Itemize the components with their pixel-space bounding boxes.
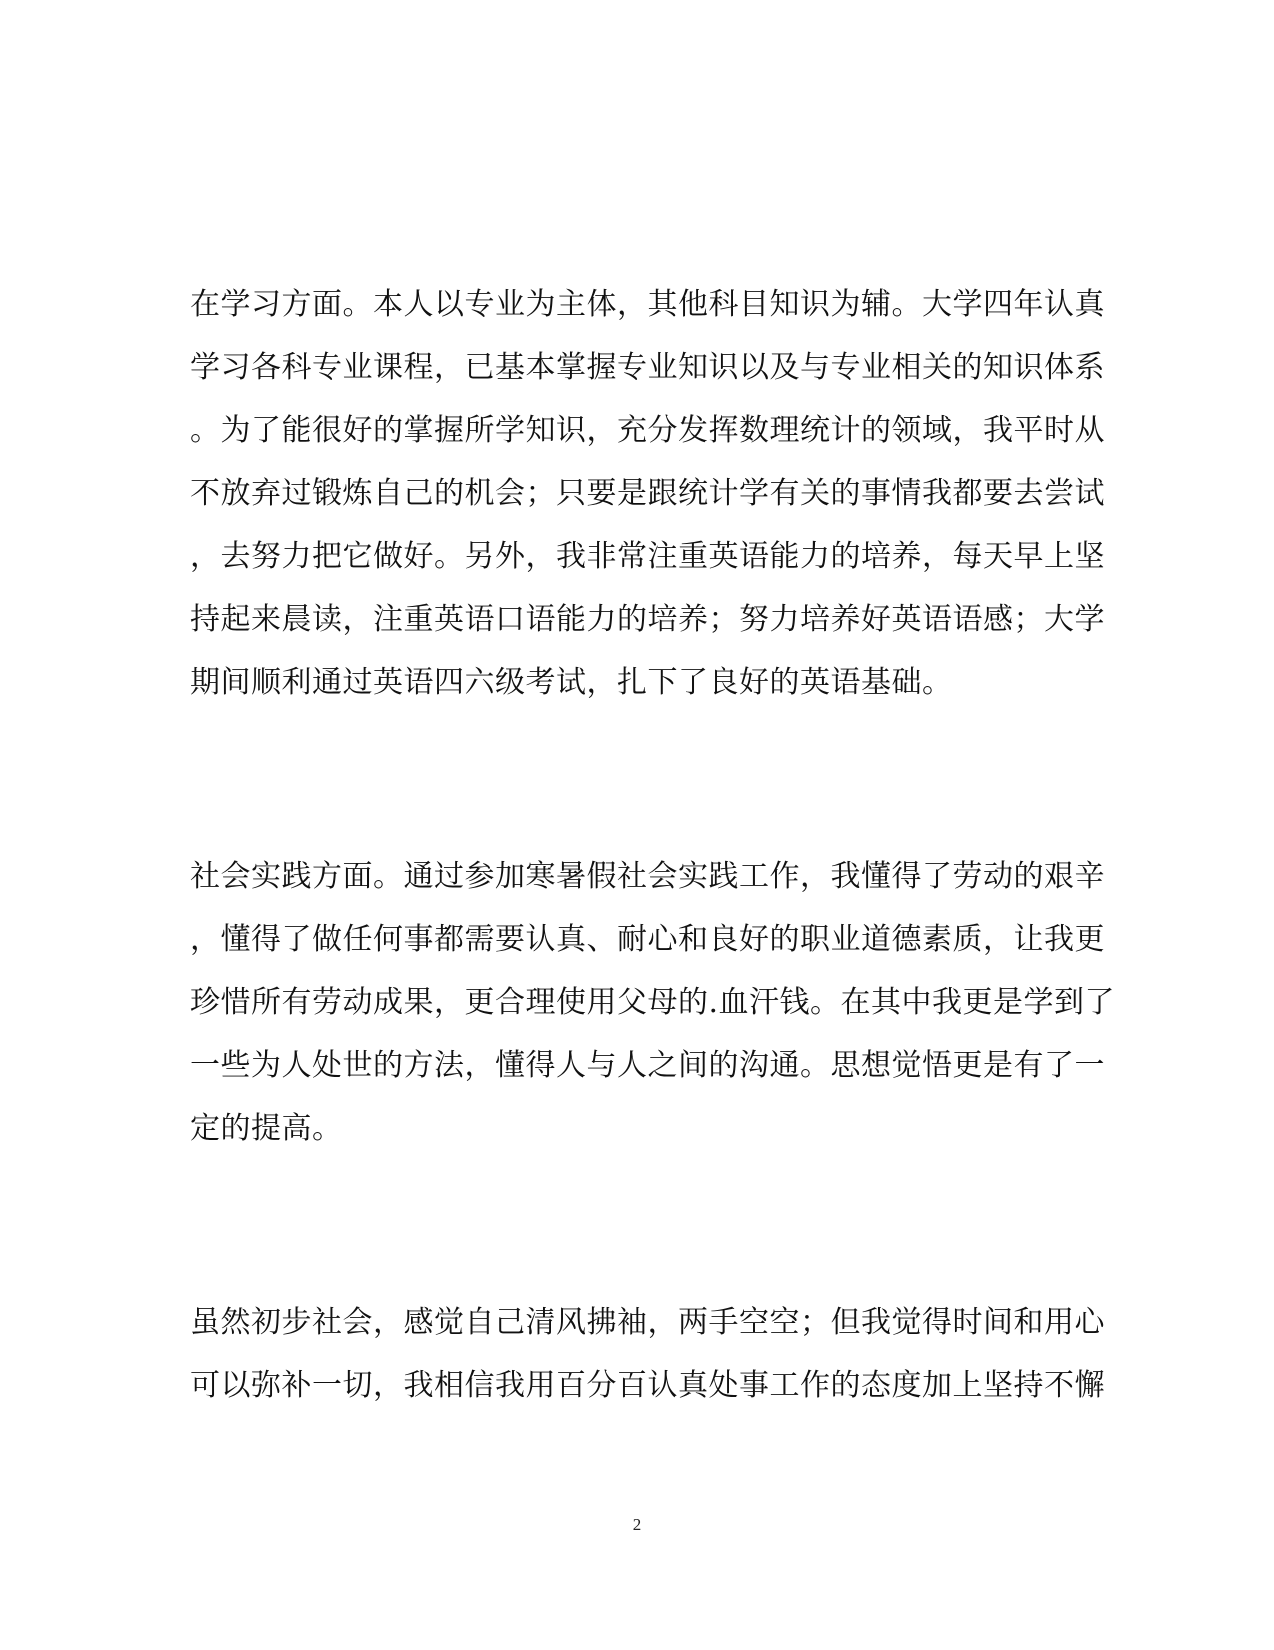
paragraph-1-line-3: 。为了能很好的掌握所学知识，充分发挥数理统计的领域，我平时从: [190, 413, 1105, 448]
paragraph-1-line-5: ，去努力把它做好。另外，我非常注重英语能力的培养，每天早上坚: [190, 539, 1105, 574]
paragraph-2-line-2: ，懂得了做任何事都需要认真、耐心和良好的职业道德素质，让我更: [190, 922, 1105, 957]
paragraph-2-line-1: 社会实践方面。通过参加寒暑假社会实践工作，我懂得了劳动的艰辛: [190, 859, 1105, 894]
page-number: 2: [632, 1515, 642, 1534]
paragraph-3-line-1: 虽然初步社会，感觉自己清风拂袖，两手空空；但我觉得时间和用心: [190, 1305, 1105, 1340]
paragraph-2-line-4: 一些为人处世的方法，懂得人与人之间的沟通。思想觉悟更是有了一: [190, 1048, 1105, 1083]
paragraph-1-line-2: 学习各科专业课程，已基本掌握专业知识以及与专业相关的知识体系: [190, 350, 1105, 385]
paragraph-2-line-5: 定的提高。: [190, 1111, 343, 1146]
paragraph-1-line-7: 期间顺利通过英语四六级考试，扎下了良好的英语基础。: [190, 665, 953, 700]
paragraph-2-line-3: 珍惜所有劳动成果，更合理使用父母的.血汗钱。在其中我更是学到了: [190, 985, 1116, 1020]
paragraph-1-line-4: 不放弃过锻炼自己的机会；只要是跟统计学有关的事情我都要去尝试: [190, 476, 1105, 511]
paragraph-1-line-1: 在学习方面。本人以专业为主体，其他科目知识为辅。大学四年认真: [190, 287, 1105, 322]
paragraph-1-line-6: 持起来晨读，注重英语口语能力的培养；努力培养好英语语感；大学: [190, 602, 1105, 637]
paragraph-3-line-2: 可以弥补一切，我相信我用百分百认真处事工作的态度加上坚持不懈: [190, 1368, 1105, 1403]
